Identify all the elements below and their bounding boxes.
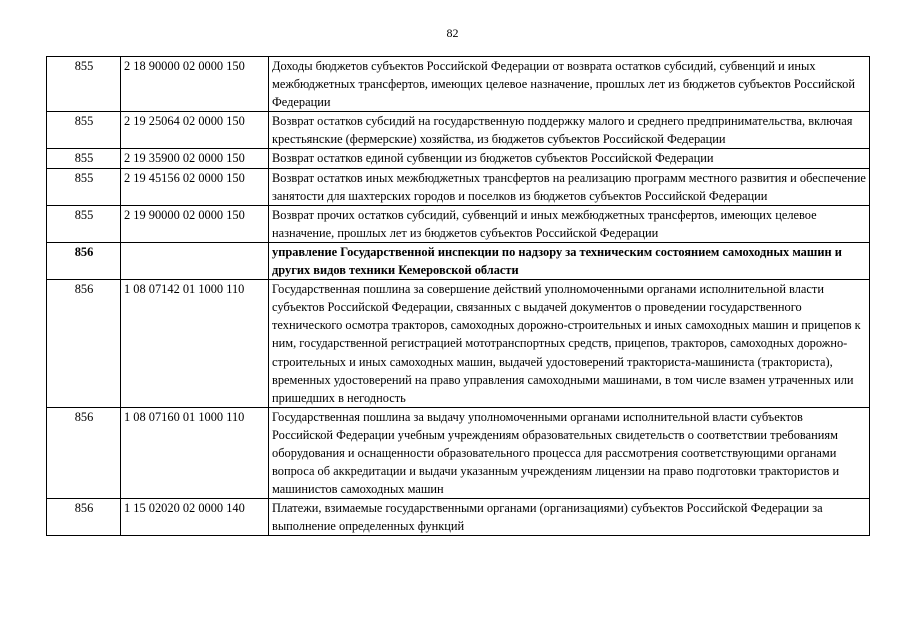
- table-row: [47, 168, 870, 205]
- admin-code-cell: 856: [47, 242, 121, 279]
- income-name-cell: Платежи, взимаемые государственными органами (организациями) субъектов Российской Федерации за выполнение определенных функций: [269, 499, 870, 536]
- budget-code-cell: 2 18 90000 02 0000 150: [121, 57, 269, 112]
- page-number: 82: [446, 26, 459, 40]
- income-name-cell: Возврат остатков иных межбюджетных трансфертов на реализацию программ местного развития и обеспечение занятости для шахтерских городов и поселков из бюджетов субъектов Российской Федерации: [269, 168, 870, 205]
- table-row: [47, 112, 870, 149]
- admin-code-cell: 855: [47, 57, 121, 112]
- budget-code-cell: 2 19 25064 02 0000 150: [121, 112, 269, 149]
- budget-code-cell: 2 19 90000 02 0000 150: [121, 205, 269, 242]
- budget-code-cell: 1 15 02020 02 0000 140: [121, 499, 269, 536]
- budget-code-cell: 1 08 07142 01 1000 110: [121, 280, 269, 408]
- admin-code-cell: 855: [47, 112, 121, 149]
- budget-code-cell: 2 19 35900 02 0000 150: [121, 149, 269, 168]
- admin-code-cell: 855: [47, 149, 121, 168]
- admin-code-cell: 856: [47, 280, 121, 408]
- income-name-cell: Государственная пошлина за совершение действий уполномоченными органами исполнительной власти субъектов Российской Федерации, связанных с выдачей документов о проведении государственного технического осмотра тракторов, самоходных дорожно-строительных и иных самоходных машин и прицепов к ним, государственной регистрацией мототранспортных средств, прицепов, тракторов, самоходных дорожно-строительных и иных самоходных машин, выдачей удостоверений тракториста-машиниста (тракториста), временных удостоверений на право управления самоходными машинами, в том числе взамен утраченных или пришедших в негодность: [269, 280, 870, 408]
- table-row: [47, 149, 870, 168]
- admin-code-cell: 856: [47, 499, 121, 536]
- income-name-cell: Возврат прочих остатков субсидий, субвенций и иных межбюджетных трансфертов, имеющих целевое назначение, прошлых лет из бюджетов субъектов Российской Федерации: [269, 205, 870, 242]
- table-row: [47, 57, 870, 112]
- income-name-cell: Доходы бюджетов субъектов Российской Федерации от возврата остатков субсидий, субвенций и иных межбюджетных трансфертов, имеющих целевое назначение, прошлых лет из бюджетов субъектов Российской Федерации: [269, 57, 870, 112]
- income-name-cell: Возврат остатков единой субвенции из бюджетов субъектов Российской Федерации: [269, 149, 870, 168]
- administrator-name-cell: управление Государственной инспекции по надзору за техническим состоянием самоходных машин и других видов техники Кемеровской области: [269, 242, 870, 279]
- table-row: [47, 407, 870, 498]
- admin-code-cell: 855: [47, 168, 121, 205]
- budget-code-cell: 1 08 07160 01 1000 110: [121, 407, 269, 498]
- administrator-header-row: [47, 242, 870, 279]
- table-row: [47, 499, 870, 536]
- income-name-cell: Государственная пошлина за выдачу уполномоченными органами исполнительной власти субъектов Российской Федерации учебным учреждениям образовательных свидетельств о соответствии требованиям оборудования и оснащенности образовательного процесса для рассмотрения соответствующими органами вопроса об аккредитации и выдачи указанным учреждениям лицензии на право подготовки трактористов и машинистов самоходных машин: [269, 407, 870, 498]
- budget-code-cell: [121, 242, 269, 279]
- income-name-cell: Возврат остатков субсидий на государственную поддержку малого и среднего предпринимательства, включая крестьянские (фермерские) хозяйства, из бюджетов субъектов Российской Федерации: [269, 112, 870, 149]
- budget-classification-table: [46, 56, 870, 536]
- budget-code-cell: 2 19 45156 02 0000 150: [121, 168, 269, 205]
- table-row: [47, 205, 870, 242]
- table-row: [47, 280, 870, 408]
- admin-code-cell: 856: [47, 407, 121, 498]
- admin-code-cell: 855: [47, 205, 121, 242]
